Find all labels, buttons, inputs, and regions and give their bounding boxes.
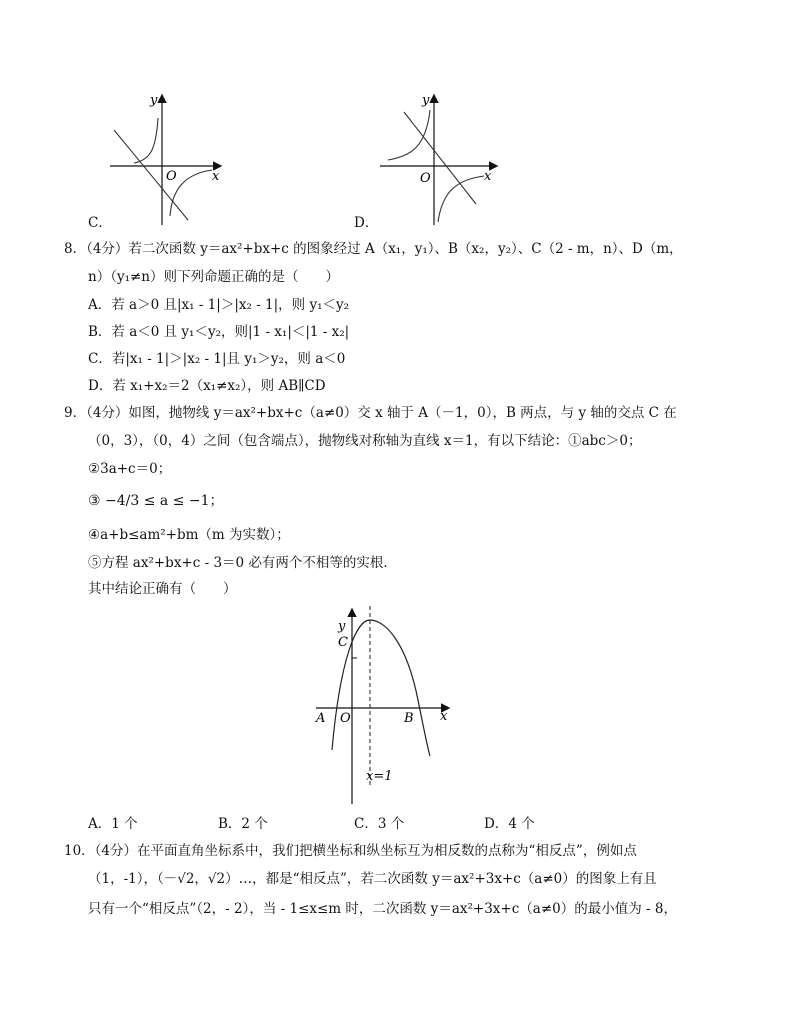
graph-option-d bbox=[372, 88, 502, 228]
label-y: y bbox=[338, 619, 346, 634]
q9-conclusion-5: ⑤方程 ax²+bx+c - 3＝0 必有两个不相等的实根． bbox=[88, 555, 397, 571]
q9-option-c: C．3 个 bbox=[354, 816, 405, 832]
q9-line2: （0，3），（0，4）之间（包含端点），抛物线对称轴为直线 x＝1，有以下结论：①abc＞0； bbox=[88, 433, 642, 449]
linear-function-line bbox=[404, 112, 476, 204]
q8-option-b: B．若 a＜0 且 y₁＜y₂，则|1 - x₁|＜|1 - x₂| bbox=[88, 324, 350, 340]
label-a: A bbox=[316, 711, 326, 726]
hyperbola-branch-2 bbox=[438, 176, 484, 222]
graph-option-c bbox=[100, 88, 230, 228]
q9-conclusion-4: ④a+b≤am²+bm（m 为实数）； bbox=[88, 527, 290, 543]
y-label: y bbox=[422, 93, 430, 108]
q9-conclusion-3: ③ −4/3 ≤ a ≤ −1； bbox=[88, 493, 224, 509]
q9-prompt: 其中结论正确有（ ） bbox=[88, 581, 237, 597]
label-symmetry: x=1 bbox=[366, 769, 393, 784]
label-o: O bbox=[340, 711, 351, 726]
q9-parabola-graph bbox=[310, 600, 460, 806]
x-label: x bbox=[212, 169, 220, 184]
q9-option-a: A．1 个 bbox=[88, 816, 138, 832]
origin-label: O bbox=[420, 171, 431, 186]
option-c-label: C． bbox=[88, 215, 112, 231]
y-label: y bbox=[150, 93, 158, 108]
q10-line3: 只有一个“相反点”（2，- 2），当 - 1≤x≤m 时，二次函数 y＝ax²+3x+c（a≠0）的最小值为 - 8， bbox=[88, 901, 677, 917]
q8-option-d: D．若 x₁+x₂＝2（x₁≠x₂），则 AB∥CD bbox=[88, 378, 326, 394]
option-d-label: D． bbox=[354, 215, 379, 231]
q8-line2: n）（y₁≠n）则下列命题正确的是（ ） bbox=[88, 269, 339, 285]
q8-option-c: C．若|x₁ - 1|＞|x₂ - 1|且 y₁＞y₂，则 a＜0 bbox=[88, 351, 346, 367]
label-c: C bbox=[338, 635, 348, 650]
linear-function-line bbox=[114, 130, 188, 220]
q9-option-d: D．4 个 bbox=[484, 816, 535, 832]
label-b: B bbox=[404, 711, 414, 726]
label-x: x bbox=[440, 709, 448, 724]
q8-line1: 8．（4分）若二次函数 y＝ax²+bx+c 的图象经过 A（x₁，y₁）、B（x₂，y₂）、C（2 - m，n）、D（m， bbox=[64, 241, 683, 257]
q9-line1: 9．（4分）如图，抛物线 y＝ax²+bx+c（a≠0）交 x 轴于 A（－1，0），B 两点，与 y 轴的交点 C 在 bbox=[64, 405, 677, 421]
hyperbola-branch-1 bbox=[134, 118, 158, 163]
q8-option-a: A．若 a＞0 且|x₁ - 1|＞|x₂ - 1|，则 y₁＜y₂ bbox=[88, 297, 350, 313]
q9-option-b: B．2 个 bbox=[218, 816, 268, 832]
q9-conclusion-2: ②3a+c＝0； bbox=[88, 461, 172, 477]
q10-line2: （1，-1），（－√2，√2）…，都是“相反点”，若二次函数 y＝ax²+3x+c（a≠0）的图象上有且 bbox=[88, 871, 657, 887]
x-label: x bbox=[484, 169, 492, 184]
origin-label: O bbox=[166, 169, 177, 184]
q10-line1: 10．（4分）在平面直角坐标系中，我们把横坐标和纵坐标互为相反数的点称为“相反点”，例如点 bbox=[64, 843, 637, 859]
